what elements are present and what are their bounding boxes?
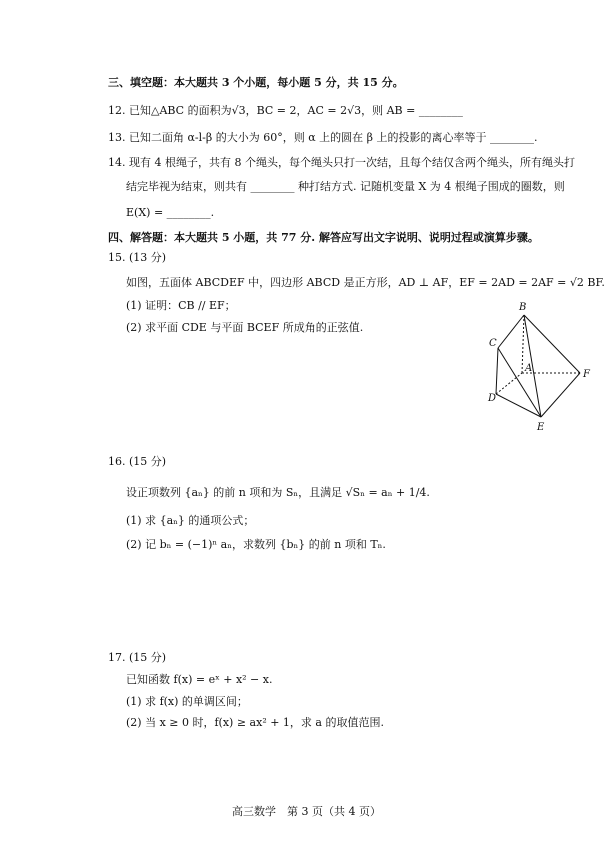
question-12: 12. 已知△ABC 的面积为√3，BC = 2，AC = 2√3，则 AB = ________: [108, 104, 463, 117]
question-13: 13. 已知二面角 α-l-β 的大小为 60°，则 α 上的圆在 β 上的投影的离心率等于 ________.: [108, 131, 538, 144]
label-c: C: [489, 338, 497, 349]
question-15-number: 15. (13 分): [108, 251, 167, 264]
question-16-stem: 设正项数列 {aₙ} 的前 n 项和为 Sₙ，且满足 √Sₙ = aₙ + 1/4.: [126, 486, 430, 499]
label-e: E: [537, 422, 545, 433]
label-a: A: [525, 363, 533, 374]
question-14-line-1: 14. 现有 4 根绳子，共有 8 个绳头，每个绳头只打一次结，且每个结仅含两个绳头，所有绳头打: [108, 156, 575, 169]
label-f: F: [583, 369, 590, 380]
question-15-stem: 如图，五面体 ABCDEF 中，四边形 ABCD 是正方形，AD ⊥ AF，EF = 2AD = 2AF = √2 BF.: [126, 276, 605, 289]
question-15-part-1: (1) 证明：CB // EF；: [126, 299, 236, 312]
question-16-part-2: (2) 记 bₙ = (−1)ⁿ aₙ，求数列 {bₙ} 的前 n 项和 Tₙ.: [126, 538, 386, 551]
question-14-line-3: E(X) = ________.: [126, 206, 215, 219]
question-17-part-1: (1) 求 f(x) 的单调区间；: [126, 695, 248, 708]
label-d: D: [488, 393, 497, 404]
question-16-part-1: (1) 求 {aₙ} 的通项公式；: [126, 514, 255, 527]
edge-ba-hidden: [522, 315, 524, 373]
edge-bc: [498, 315, 524, 348]
question-16-number: 16. (15 分): [108, 455, 167, 468]
edge-cd: [496, 348, 498, 394]
page-footer: 高三数学 第 3 页（共 4 页）: [232, 805, 381, 818]
section-3-heading: 三、填空题：本大题共 3 个小题，每小题 5 分，共 15 分。: [108, 76, 404, 89]
edge-ef: [541, 373, 580, 417]
pentahedron-figure: [486, 300, 598, 435]
section-4-heading: 四、解答题：本大题共 5 小题，共 77 分. 解答应写出文字说明、说明过程或演算步骤。: [108, 231, 539, 244]
question-14-line-2: 结完毕视为结束，则共有 ________ 种打结方式. 记随机变量 X 为 4 根绳子围成的圈数，则: [126, 180, 565, 193]
edge-da-hidden: [496, 373, 522, 394]
question-15-part-2: (2) 求平面 CDE 与平面 BCEF 所成角的正弦值.: [126, 321, 364, 334]
edge-ce: [498, 348, 541, 417]
question-17-stem: 已知函数 f(x) = eˣ + x² − x.: [126, 673, 273, 686]
label-b: B: [519, 302, 527, 313]
question-17-part-2: (2) 当 x ≥ 0 时，f(x) ≥ ax² + 1，求 a 的取值范围.: [126, 716, 384, 729]
question-17-number: 17. (15 分): [108, 651, 167, 664]
